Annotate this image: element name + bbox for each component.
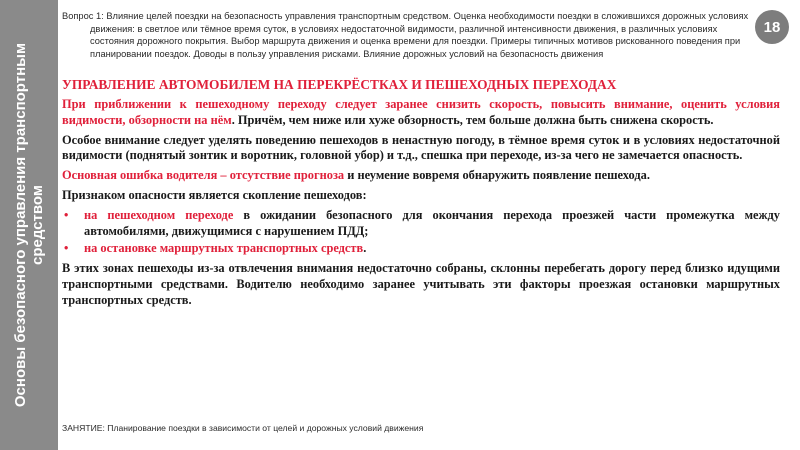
- section-heading: УПРАВЛЕНИЕ АВТОМОБИЛЕМ НА ПЕРЕКРЁСТКАХ И ПЕШЕХОДНЫХ ПЕРЕХОДАХ: [62, 77, 617, 92]
- footer-label: ЗАНЯТИЕ:: [62, 423, 105, 433]
- footer-text: Планирование поездки в зависимости от целей и дорожных условий движения: [104, 423, 424, 433]
- list-item-highlight: на остановке маршрутных транспортных средств: [84, 241, 364, 256]
- question-label: Вопрос 1:: [62, 11, 104, 21]
- list-item-text: .: [363, 241, 367, 256]
- paragraph-zones: В этих зонах пешеходы из-за отвлечения внимания недостаточно собраны, склонны перебегать дорогу перед близко идущими транспортными средствами. Водителю необходимо заранее учитывать эти факторы проезжая остановки маршрутных транспортных средств.: [62, 261, 780, 307]
- list-item-text: в ожидании безопасного для окончания перехода проезжей части промежутка между автомобилями, движущимися с нарушением ПДД;: [84, 207, 780, 238]
- paragraph-weather: Особое внимание следует уделять поведению пешеходов в ненастную погоду, в тёмное время суток и в условиях недостаточной видимости (поднятый зонтик и воротник, головной убор) и т.д., спешка при переходе, из-за чего не замечается опасность.: [62, 132, 780, 163]
- paragraph-approach-highlight: При приближении к пешеходному переходу следует заранее снизить скорость, повысить внимание, оценить условия видимости, обзорности на нём: [62, 97, 780, 127]
- question-block: [62, 10, 762, 60]
- list-item-highlight: на пешеходном переходе: [84, 207, 234, 222]
- footer: [62, 423, 423, 433]
- list-item: [62, 208, 780, 240]
- paragraph-approach: [62, 97, 780, 129]
- paragraph-approach-text: . Причём, чем ниже или хуже обзорность, тем больше должна быть снижена скорость.: [231, 112, 714, 127]
- list-item: [62, 241, 780, 257]
- sidebar: [0, 0, 58, 450]
- paragraph-danger-sign: Признаком опасности является скопление пешеходов:: [62, 187, 367, 202]
- main-content: [62, 77, 780, 313]
- paragraph-main-error: [62, 168, 780, 184]
- question-text: Влияние целей поездки на безопасность управления транспортным средством. Оценка необходимости поездки в сложившихся дорожных условиях движения: в светлое или тёмное время суток, в условиях недостаточной видимости, различной интенсивности движения, в различных условиях состояния дорожного покрытия. Выбор маршрута движения и оценка времени для поездки. Примеры типичных мотивов рискованного поведения при планировании поездок. Доводы в пользу управления рисками. Влияние дорожных условий на безопасность движения: [90, 11, 749, 59]
- paragraph-main-error-text: и неумение вовремя обнаружить появление пешехода.: [344, 168, 650, 183]
- page-number-badge: 18: [755, 10, 789, 44]
- sidebar-title: Основы безопасного управления транспортным средством: [12, 42, 46, 408]
- paragraph-main-error-highlight: Основная ошибка водителя – отсутствие прогноза: [62, 168, 345, 183]
- bullet-icon: •: [64, 207, 69, 222]
- danger-list: [62, 208, 780, 257]
- bullet-icon: •: [64, 241, 69, 256]
